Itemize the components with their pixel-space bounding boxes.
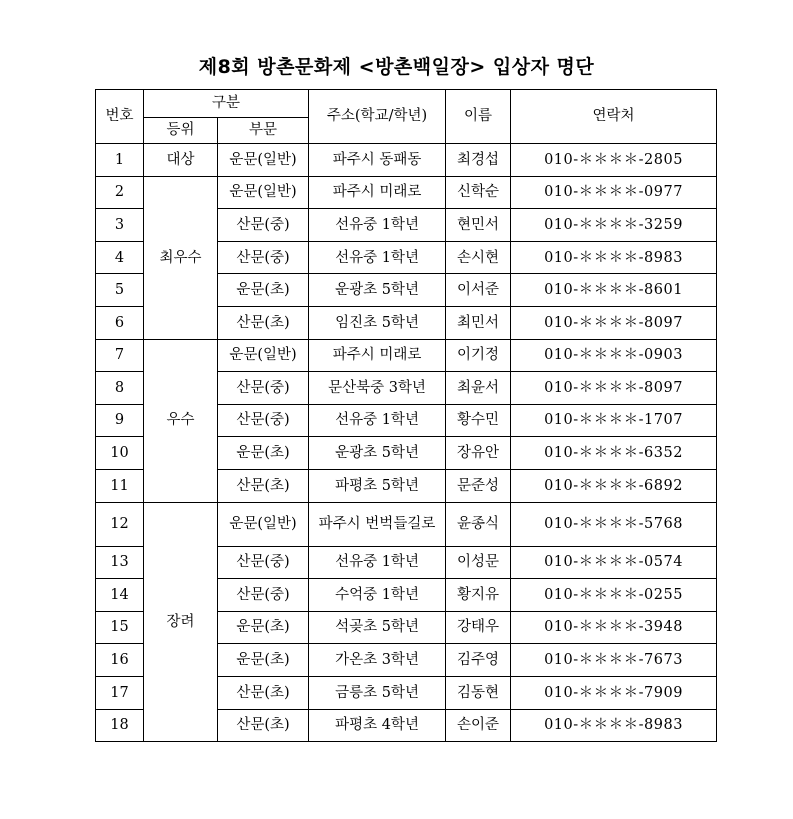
cell-contact: 010-＊＊＊＊-3948 <box>511 611 717 644</box>
header-no: 번호 <box>96 90 144 144</box>
cell-contact: 010-＊＊＊＊-8097 <box>511 306 717 339</box>
cell-address: 문산북중 3학년 <box>309 372 446 405</box>
cell-name: 현민서 <box>446 209 511 242</box>
cell-no: 5 <box>96 274 144 307</box>
cell-rank: 우수 <box>144 339 218 502</box>
header-name: 이름 <box>446 90 511 144</box>
cell-address: 파주시 미래로 <box>309 339 446 372</box>
cell-contact: 010-＊＊＊＊-8097 <box>511 372 717 405</box>
cell-no: 16 <box>96 644 144 677</box>
cell-division: 산문(중) <box>218 546 309 579</box>
cell-division: 산문(초) <box>218 469 309 502</box>
cell-division: 운문(일반) <box>218 339 309 372</box>
cell-name: 이기정 <box>446 339 511 372</box>
header-rank: 등위 <box>144 118 218 144</box>
cell-division: 산문(중) <box>218 404 309 437</box>
cell-address: 선유중 1학년 <box>309 241 446 274</box>
cell-division: 운문(일반) <box>218 176 309 209</box>
cell-address: 선유중 1학년 <box>309 404 446 437</box>
cell-contact: 010-＊＊＊＊-3259 <box>511 209 717 242</box>
cell-contact: 010-＊＊＊＊-6892 <box>511 469 717 502</box>
cell-no: 8 <box>96 372 144 405</box>
cell-name: 강태우 <box>446 611 511 644</box>
cell-name: 황수민 <box>446 404 511 437</box>
cell-no: 6 <box>96 306 144 339</box>
cell-no: 11 <box>96 469 144 502</box>
cell-name: 최경섭 <box>446 144 511 177</box>
cell-no: 12 <box>96 502 144 546</box>
cell-rank: 대상 <box>144 144 218 177</box>
cell-division: 산문(중) <box>218 372 309 405</box>
cell-contact: 010-＊＊＊＊-0255 <box>511 579 717 612</box>
cell-division: 산문(중) <box>218 579 309 612</box>
cell-address: 가온초 3학년 <box>309 644 446 677</box>
header-address: 주소(학교/학년) <box>309 90 446 144</box>
cell-division: 운문(일반) <box>218 502 309 546</box>
cell-address: 운광초 5학년 <box>309 274 446 307</box>
cell-no: 4 <box>96 241 144 274</box>
cell-name: 최민서 <box>446 306 511 339</box>
cell-contact: 010-＊＊＊＊-7673 <box>511 644 717 677</box>
cell-no: 10 <box>96 437 144 470</box>
cell-address: 석곶초 5학년 <box>309 611 446 644</box>
cell-name: 김동현 <box>446 676 511 709</box>
cell-address: 임진초 5학년 <box>309 306 446 339</box>
cell-contact: 010-＊＊＊＊-6352 <box>511 437 717 470</box>
cell-name: 문준성 <box>446 469 511 502</box>
cell-no: 7 <box>96 339 144 372</box>
cell-address: 수억중 1학년 <box>309 579 446 612</box>
cell-name: 윤종식 <box>446 502 511 546</box>
cell-no: 3 <box>96 209 144 242</box>
cell-no: 14 <box>96 579 144 612</box>
cell-division: 산문(중) <box>218 209 309 242</box>
header-division: 부문 <box>218 118 309 144</box>
cell-name: 김주영 <box>446 644 511 677</box>
cell-contact: 010-＊＊＊＊-5768 <box>511 502 717 546</box>
table-row <box>96 339 717 372</box>
cell-no: 13 <box>96 546 144 579</box>
cell-division: 산문(초) <box>218 306 309 339</box>
table-row <box>96 144 717 177</box>
cell-no: 9 <box>96 404 144 437</box>
cell-name: 손이준 <box>446 709 511 742</box>
cell-no: 18 <box>96 709 144 742</box>
cell-address: 파평초 5학년 <box>309 469 446 502</box>
cell-no: 15 <box>96 611 144 644</box>
winners-table <box>95 89 717 742</box>
cell-address: 파주시 미래로 <box>309 176 446 209</box>
cell-division: 운문(초) <box>218 611 309 644</box>
cell-contact: 010-＊＊＊＊-8601 <box>511 274 717 307</box>
cell-address: 선유중 1학년 <box>309 546 446 579</box>
cell-address: 운광초 5학년 <box>309 437 446 470</box>
cell-no: 1 <box>96 144 144 177</box>
cell-contact: 010-＊＊＊＊-8983 <box>511 709 717 742</box>
cell-address: 파주시 동패동 <box>309 144 446 177</box>
cell-no: 17 <box>96 676 144 709</box>
cell-no: 2 <box>96 176 144 209</box>
cell-contact: 010-＊＊＊＊-0977 <box>511 176 717 209</box>
cell-name: 이서준 <box>446 274 511 307</box>
cell-contact: 010-＊＊＊＊-7909 <box>511 676 717 709</box>
header-contact: 연락처 <box>511 90 717 144</box>
cell-contact: 010-＊＊＊＊-8983 <box>511 241 717 274</box>
cell-name: 이성문 <box>446 546 511 579</box>
cell-contact: 010-＊＊＊＊-1707 <box>511 404 717 437</box>
cell-address: 선유중 1학년 <box>309 209 446 242</box>
table-row <box>96 176 717 209</box>
cell-name: 장유안 <box>446 437 511 470</box>
cell-contact: 010-＊＊＊＊-2805 <box>511 144 717 177</box>
document-title: 제8회 방촌문화제 <방촌백일장> 입상자 명단 <box>198 56 595 78</box>
cell-division: 운문(초) <box>218 644 309 677</box>
header-category: 구분 <box>144 90 309 118</box>
cell-contact: 010-＊＊＊＊-0574 <box>511 546 717 579</box>
cell-division: 산문(초) <box>218 709 309 742</box>
cell-division: 운문(초) <box>218 437 309 470</box>
cell-rank: 장려 <box>144 502 218 742</box>
cell-division: 산문(중) <box>218 241 309 274</box>
cell-address: 파주시 번벅들길로 <box>309 502 446 546</box>
table-body <box>96 144 717 742</box>
cell-name: 손시현 <box>446 241 511 274</box>
cell-division: 운문(일반) <box>218 144 309 177</box>
table-row <box>96 502 717 546</box>
cell-address: 파평초 4학년 <box>309 709 446 742</box>
cell-address: 금릉초 5학년 <box>309 676 446 709</box>
cell-name: 최윤서 <box>446 372 511 405</box>
cell-name: 황지유 <box>446 579 511 612</box>
cell-division: 운문(초) <box>218 274 309 307</box>
cell-contact: 010-＊＊＊＊-0903 <box>511 339 717 372</box>
cell-rank: 최우수 <box>144 176 218 339</box>
cell-division: 산문(초) <box>218 676 309 709</box>
cell-name: 신학순 <box>446 176 511 209</box>
